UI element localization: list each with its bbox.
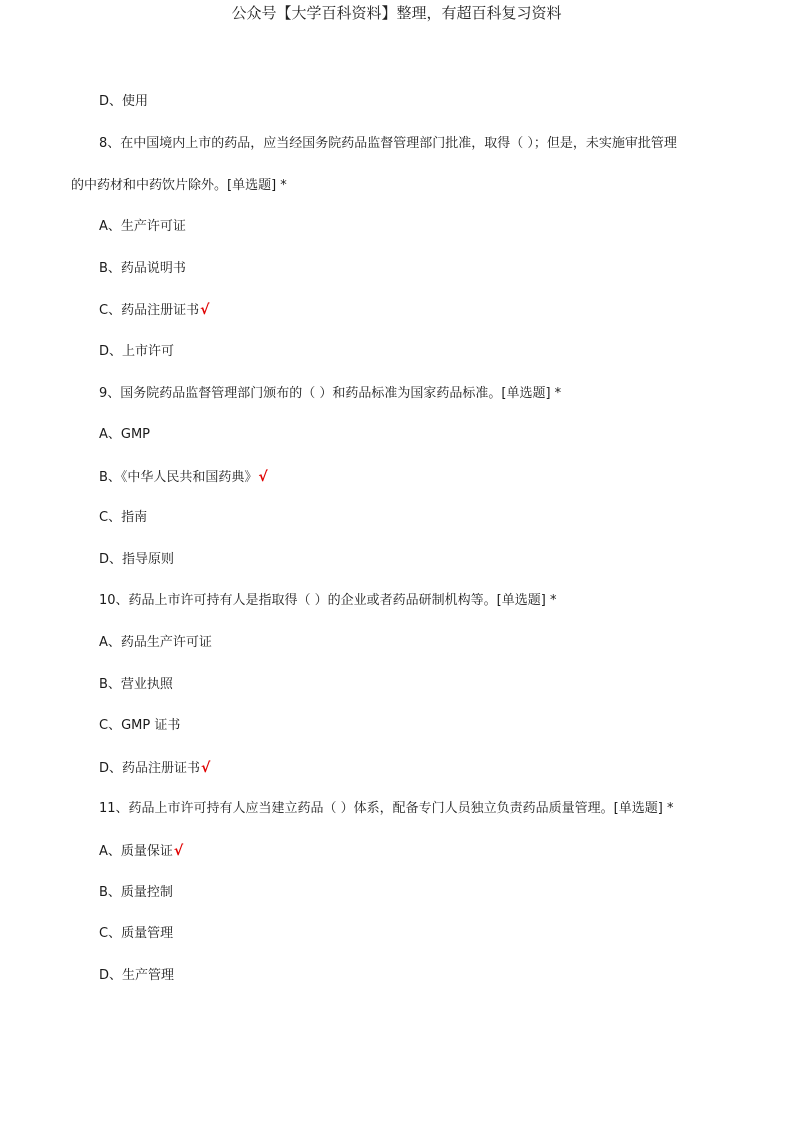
line-text: 10、药品上市许可持有人是指取得（ ）的企业或者药品研制机构等。[单选题] * bbox=[99, 593, 557, 608]
line-text: A、质量保证 bbox=[99, 844, 173, 859]
line-text: A、生产许可证 bbox=[99, 219, 186, 234]
line-text: D、指导原则 bbox=[99, 552, 175, 567]
line-text: D、使用 bbox=[99, 94, 149, 109]
line-text: D、生产管理 bbox=[99, 968, 175, 983]
correct-check-icon: √ bbox=[200, 302, 210, 318]
line-text: B、质量控制 bbox=[99, 885, 173, 900]
correct-check-icon: √ bbox=[201, 760, 211, 776]
option-c-q9 bbox=[99, 509, 147, 527]
option-d-q8 bbox=[99, 343, 174, 361]
question-10-stem bbox=[99, 592, 556, 610]
line-text: B、营业执照 bbox=[99, 677, 173, 692]
option-b-q9 bbox=[99, 468, 268, 487]
line-text: C、质量管理 bbox=[99, 926, 174, 941]
line-text: 的中药材和中药饮片除外。[单选题] * bbox=[71, 178, 287, 193]
option-b-q11 bbox=[99, 884, 173, 902]
line-text: A、GMP bbox=[99, 427, 151, 442]
correct-check-icon: √ bbox=[173, 843, 184, 859]
option-d-q10 bbox=[99, 759, 210, 778]
question-11-stem bbox=[99, 800, 673, 818]
option-a-q10 bbox=[99, 634, 212, 652]
page-header: 公众号【大学百科资料】整理，有超百科复习资料 bbox=[231, 4, 562, 22]
line-text: D、药品注册证书 bbox=[99, 761, 201, 776]
option-d-q7 bbox=[99, 93, 148, 111]
option-d-q11 bbox=[99, 967, 174, 985]
correct-check-icon: √ bbox=[258, 469, 268, 485]
option-d-q9 bbox=[99, 551, 174, 569]
question-8-stem bbox=[99, 135, 677, 153]
option-a-q8 bbox=[99, 218, 186, 236]
line-text: 9、国务院药品监督管理部门颁布的（ ）和药品标准为国家药品标准。[单选题] * bbox=[99, 386, 562, 401]
line-text: B、《中华人民共和国药典》 bbox=[99, 470, 258, 485]
option-c-q10 bbox=[99, 717, 180, 735]
line-text: 11、药品上市许可持有人应当建立药品（ ）体系，配备专门人员独立负责药品质量管理。[单选题] * bbox=[99, 801, 674, 816]
question-9-stem bbox=[99, 385, 561, 403]
line-text: A、药品生产许可证 bbox=[99, 635, 212, 650]
line-text: C、药品注册证书 bbox=[99, 303, 200, 318]
option-b-q10 bbox=[99, 676, 173, 694]
line-text: B、药品说明书 bbox=[99, 261, 186, 276]
line-text: D、上市许可 bbox=[99, 344, 175, 359]
option-b-q8 bbox=[99, 260, 186, 278]
line-text: C、GMP 证书 bbox=[99, 718, 181, 733]
line-text: 8、在中国境内上市的药品，应当经国务院药品监督管理部门批准，取得（ ）；但是，未实施审批管理 bbox=[99, 136, 677, 151]
line-text: C、指南 bbox=[99, 510, 148, 525]
question-8-stem-continued bbox=[71, 177, 287, 195]
option-a-q11 bbox=[99, 842, 183, 861]
option-a-q9 bbox=[99, 426, 150, 444]
option-c-q11 bbox=[99, 925, 173, 943]
option-c-q8 bbox=[99, 301, 209, 320]
